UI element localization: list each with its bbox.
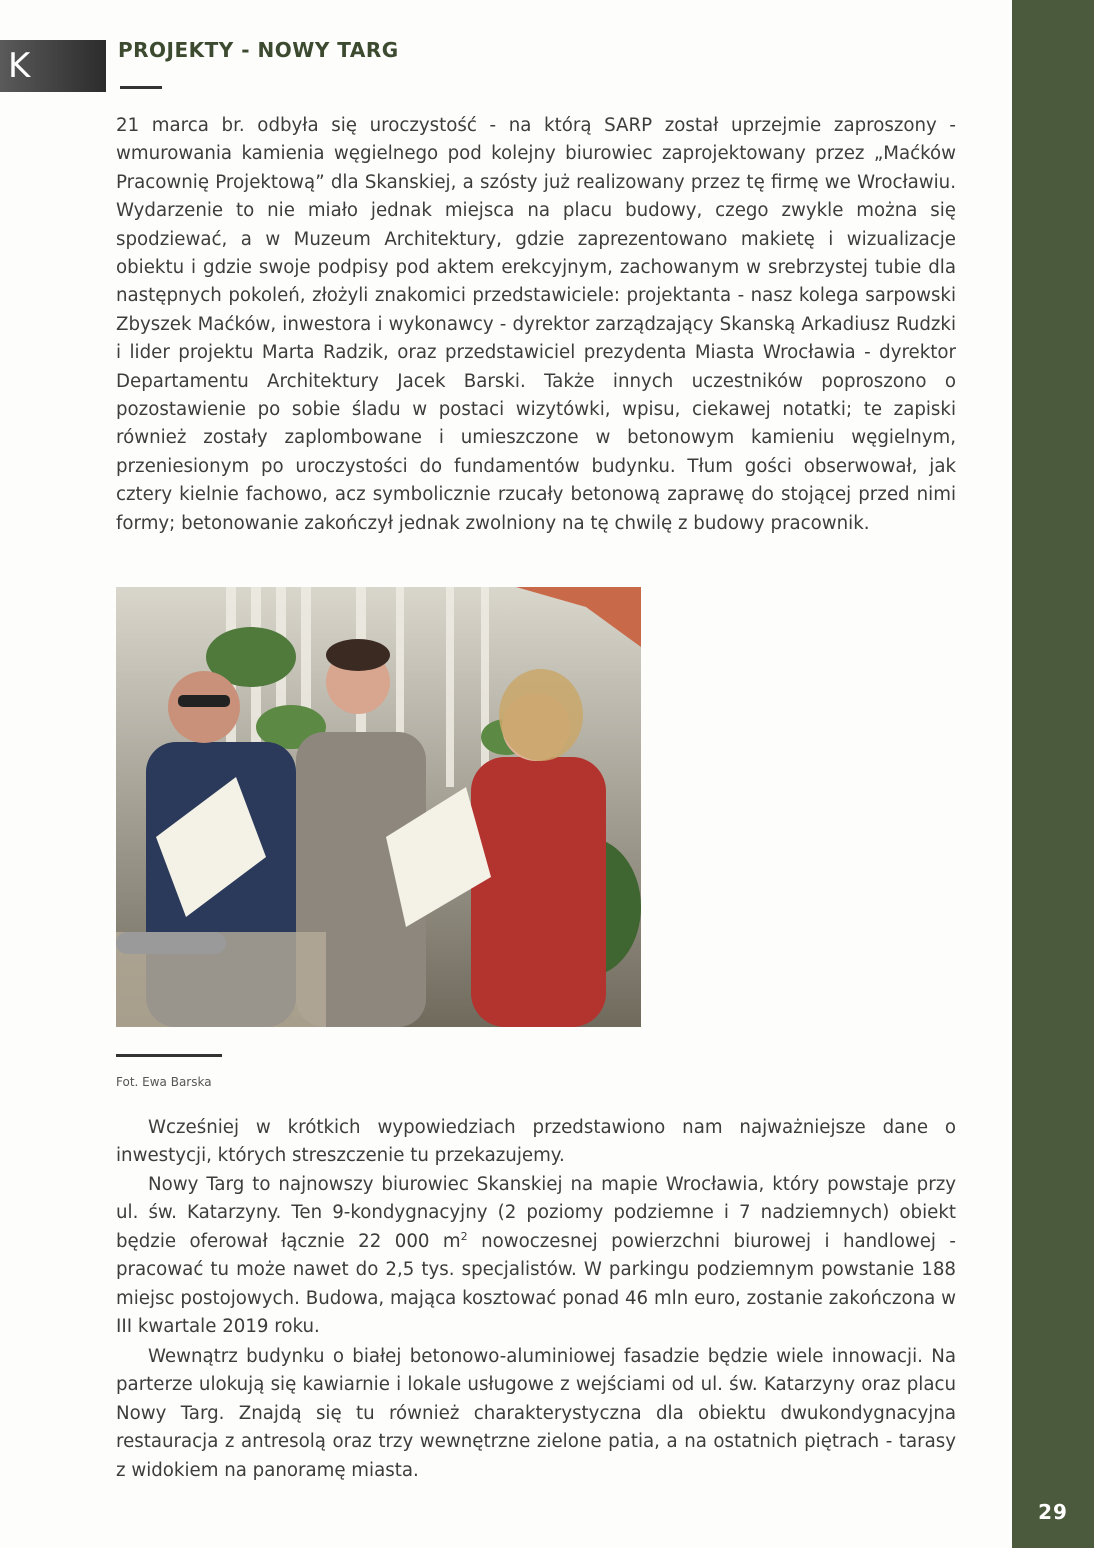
- section-letter-tab: K: [0, 40, 106, 92]
- caption-rule: [116, 1054, 222, 1057]
- section-title: PROJEKTY - NOWY TARG: [118, 38, 399, 62]
- page-number: 29: [1038, 1500, 1068, 1524]
- square-meter-superscript: 2: [460, 1229, 468, 1243]
- photo-caption: Fot. Ewa Barska: [116, 1075, 212, 1089]
- page-edge-strip: [1012, 0, 1094, 1548]
- title-underline: [120, 86, 162, 89]
- ceremony-photo-illustration: [116, 587, 641, 1027]
- paragraph-building-data: [116, 1171, 956, 1341]
- paragraph-intro: Wcześniej w krótkich wypowiedziach przedstawiono nam najważniejsze dane o inwestycji, których streszczenie tu przekazujemy.: [116, 1117, 956, 1167]
- paragraph-building-data-part1: Nowy Targ to najnowszy biurowiec Skanskiej na mapie Wrocławia, który powstaje przy ul. św. Katarzyny. Ten 9-kondygnacyjny (2 poziomy podziemne i 7 nadziemnych) obiekt będzie oferował łącznie 22 000 m: [116, 1174, 956, 1252]
- paragraph-ceremony: 21 marca br. odbyła się uroczystość - na którą SARP został uprzejmie zaproszony - wmurowania kamienia węgielnego pod kolejny biurowiec zaprojektowany przez „Maćków Pracownię Projektową” dla Skanskiej, a szósty już realizowany przez tę firmę we Wrocławiu. Wydarzenie to nie miało jednak miejsca na placu budowy, czego zwykle można się spodziewać, a w Muzeum Architektury, gdzie zaprezentowano makietę i wizualizacje obiektu i gdzie swoje podpisy pod aktem erekcyjnym, zachowanym w srebrzystej tubie dla następnych pokoleń, złożyli znakomici przedstawiciele: projektanta - nasz kolega sarpowski Zbyszek Maćków, inwestora i wykonawcy - dyrektor zarządzający Skanską Arkadiusz Rudzki i lider projektu Marta Radzik, oraz przedstawiciel prezydenta Miasta Wrocławia - dyrektor Departamentu Architektury Jacek Barski. Także innych uczestników poproszono o pozostawienie po sobie śladu w postaci wizytówki, wpisu, ciekawej notatki; te zapiski również zostały zaplombowane i umieszczone w betonowym kamieniu węgielnym, przeniesionym po uroczystości do fundamentów budynku. Tłum gości obserwował, jak cztery kielnie fachowo, acz symbolicznie rzucały betonową zaprawę do stojącej przed nimi formy; betonowanie zakończył jednak zwolniony na tę chwilę z budowy pracownik.: [116, 115, 956, 534]
- paragraph-interior: Wewnątrz budynku o białej betonowo-aluminiowej fasadzie będzie wiele innowacji. Na parterze ulokują się kawiarnie i lokale usługowe z wejściami od ul. św. Katarzyny oraz placu Nowy Targ. Znajdą się tu również charakterystyczna dla obiektu dwukondygnacyjna restauracja z antresolą oraz trzy wewnętrzne zielone patia, a na ostatnich piętrach - tarasy z widokiem na panoramę miasta.: [116, 1346, 956, 1481]
- ceremony-photo: [116, 587, 641, 1027]
- paragraph-building-data-part2: nowoczesnej powierzchni biurowej i handlowej - pracować tu może nawet do 2,5 tys. specjalistów. W parkingu podziemnym powstanie 188 miejsc postojowych. Budowa, mająca kosztować ponad 46 mln euro, zostanie zakończona w III kwartale 2019 roku.: [116, 1230, 956, 1338]
